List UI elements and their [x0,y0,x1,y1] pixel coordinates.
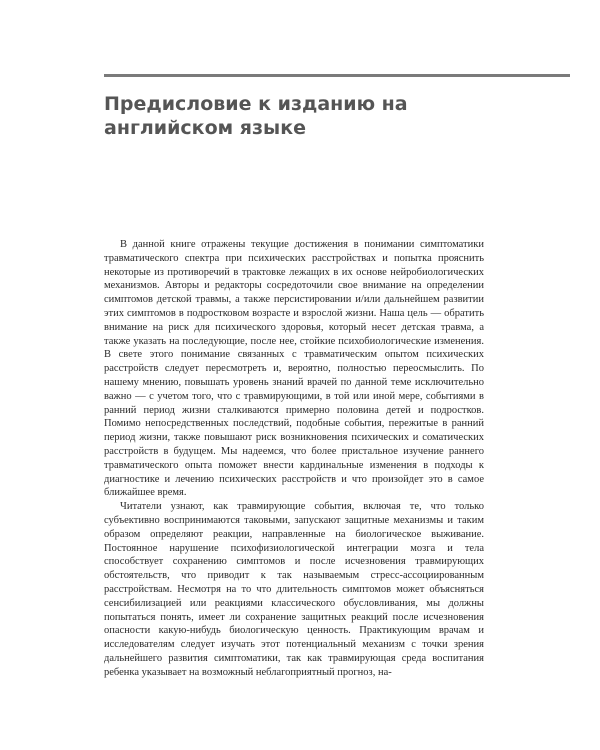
top-horizontal-rule [104,74,570,77]
paragraph-1: В данной книге отражены текущие достижения в понимании симптоматики травматического спектра при психических расстройствах и попытка прояснить некоторые из противоречий в трактовке лежащих в их основе нейробиологических механизмов. Авторы и редакторы сосредоточили свое внимание на определении симптомов детской травмы, а также персистировании и/или дальнейшем развитии этих симптомов в подростковом возрасте и взрослой жизни. Наша цель — обратить внимание на риск для психического здоровья, который несет детская травма, а также указать на последующие, после нее, стойкие психобиологические изменения. В свете этого понимание связанных с травматическим опытом психических расстройств следует пересмотреть и, вероятно, полностью переосмыслить. По нашему мнению, повышать уровень знаний врачей по данной теме исключительно важно — с учетом того, что с травмирующими, в той или иной мере, событиями в ранний период жизни сталкиваются примерно половина детей и подростков. Помимо непосредственных последствий, подобные события, пережитые в ранний период жизни, также повышают риск возникновения психических и соматических расстройств в будущем. Мы надеемся, что более пристальное изучение раннего травматического опыта поможет внести кардинальные изменения в подходы к диагностике и лечению психических расстройств и что произойдет это в самое ближайшее время. [104,239,484,499]
text-body [104,238,484,680]
chapter-title: Предисловие к изданию на английском языке [104,93,408,139]
paragraph-2: Читатели узнают, как травмирующие события, включая те, что только субъективно воспринимаются таковыми, запускают защитные механизмы и таким образом определяют реакции, направленные на биологическое выживание. Постоянное нарушение психофизиологической интеграции мозга и тела способствует сохранению симптомов и после исчезновения травмирующих обстоятельств, что приводит к так называемым стресс-ассоциированным расстройствам. Несмотря на то что длительность симптомов может объясняться сенсибилизацией или реакциями классического обусловливания, мы должны попытаться понять, имеет ли сохранение защитных реакций после исчезновения опасности какую-нибудь биологическую ценность. Практикующим врачам и исследователям следует изучать этот потенциальный механизм с точки зрения дальнейшего развития симптоматики, так как травмирующая среда воспитания ребенка указывает на возможный неблагоприятный прогноз, на- [104,501,484,678]
